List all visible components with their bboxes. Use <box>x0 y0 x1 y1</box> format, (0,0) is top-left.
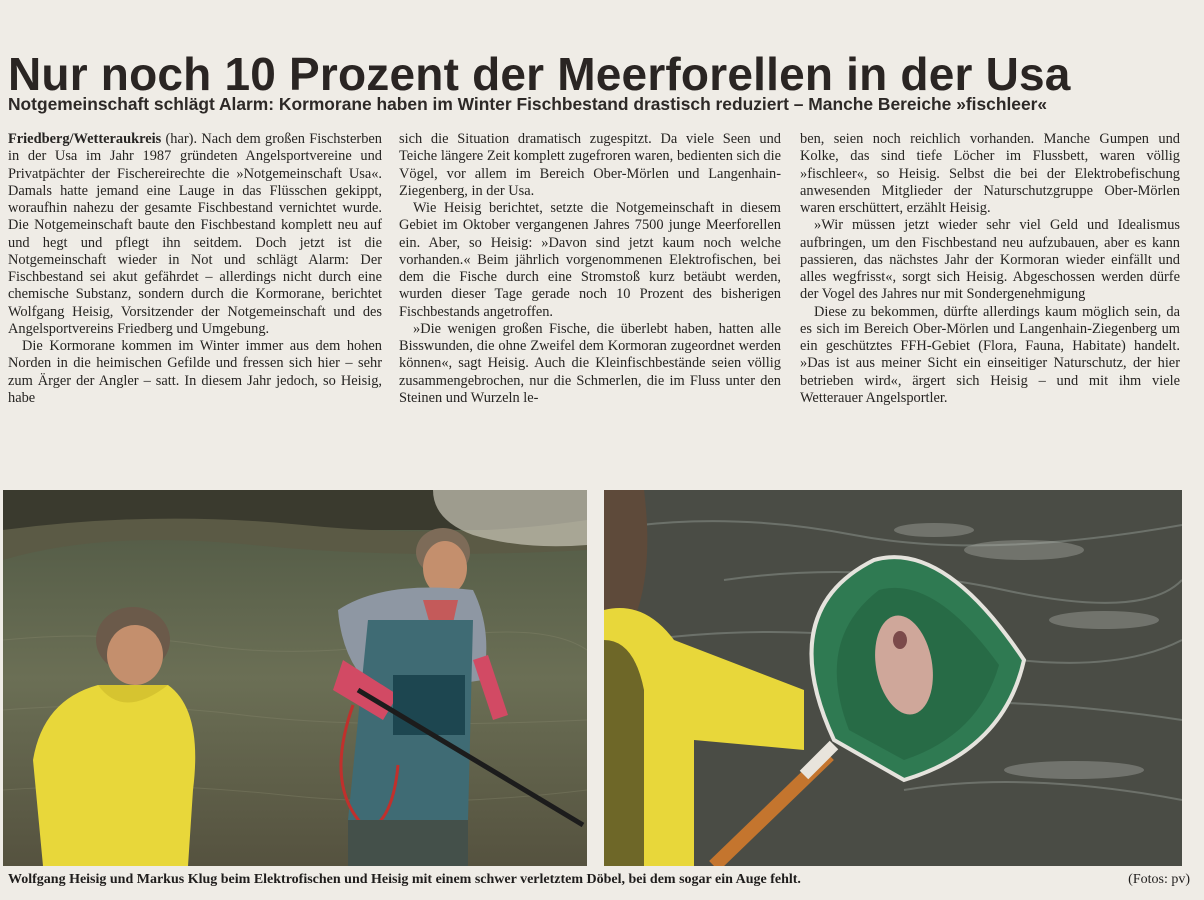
article-column-3 <box>800 131 1180 477</box>
photo-credit: (Fotos: pv) <box>1128 872 1190 887</box>
article-paragraph-2-start: Die Kormorane kommen im Winter immer aus dem hohen Norden in die heimischen Gefilde und fressen sich hier – sehr zum Ärger der Angler – satt. In diesem Jahr jedoch, so Heisig, habe <box>8 338 382 406</box>
article-column-2 <box>399 131 781 477</box>
paragraph-1-text: (har). Nach dem großen Fischsterben in der Usa im Jahr 1987 gründeten Angelsportvereine und Privatpächter der Fischereirechte die »Notgemeinschaft Usa«. Damals hatte jemand eine Lauge in das Flüsschen gekippt, woraufhin nahezu der gesamte Fischbestand vernichtet wurde. Die Notgemeinschaft baute den Fischbestand komplett neu auf und hegt und pflegt ihn seitdem. Doch jetzt ist die Notgemeinschaft wieder in Not und schlägt Alarm: Der Fischbestand sei akut gefährdet – allerdings nicht durch eine chemische Substanz, sondern durch die Kormorane, berichtet Wolfgang Heisig, Vorsitzender der Notgemeinschaft und des Angelsportvereins Friedberg und Umgebung. <box>8 131 382 337</box>
article-paragraph-5: »Wir müssen jetzt wieder sehr viel Geld und Idealismus aufbringen, um den Fischbestand neu aufzubauen, aber es kann passieren, das nächstes Jahr der Kormoran wieder einfällt und alles wegfrisst«, sorgt sich Heisig. Abgeschossen werden dürfe der Vogel des Jahres nur mit Sondergenehmigung <box>800 217 1180 303</box>
photo-caption: Wolfgang Heisig und Markus Klug beim Elektrofischen und Heisig mit einem schwer verletztem Döbel, bei dem sogar ein Auge fehlt. <box>8 872 801 887</box>
subheadline: Notgemeinschaft schlägt Alarm: Kormorane haben im Winter Fischbestand drastisch reduziert – Manche Bereiche »fischleer« <box>8 94 1048 114</box>
article-paragraph-4-start: »Die wenigen großen Fische, die überlebt haben, hatten alle Bisswunden, die ohne Zweifel dem Kormoran zugeordnet werden können«, sagt Heisig. Auch die Kleinfischbestände seien völlig zusammengebrochen, nur die Schmerlen, die im Fluss unter den Steinen und Wurzeln le- <box>399 320 781 406</box>
photo-net-with-fish <box>604 490 1182 866</box>
photo-electrofishing <box>3 490 587 866</box>
photo-net-illustration <box>604 490 1182 866</box>
article-paragraph-2-end: sich die Situation dramatisch zugespitzt. Da viele Seen und Teiche längere Zeit komplett zugefroren waren, bedienten sich die Vögel, vor allem im Bereich Ober-Mörlen und Langenhain-Ziegenberg, in der Usa. <box>399 131 781 199</box>
article-paragraph-1 <box>8 131 382 338</box>
article-paragraph-4-end: ben, seien noch reichlich vorhanden. Manche Gumpen und Kolke, das sind tiefe Löcher im Flussbett, waren völlig »fischleer«, so Heisig. Selbst die bei der Elektrobefischung anwesenden Mitglieder der Naturschutzgruppe Ober-Mörlen waren erschüttert, erzählt Heisig. <box>800 131 1180 216</box>
photo-electrofishing-illustration <box>3 490 587 866</box>
dateline: Friedberg/Wetteraukreis <box>8 131 162 147</box>
article-paragraph-6: Diese zu bekommen, dürfte allerdings kaum möglich sein, da es sich im Bereich Ober-Mörlen und Langenhain-Ziegenberg um ein geschütztes FFH-Gebiet (Flora, Fauna, Habitate) handelt. »Das ist aus meiner Sicht ein einseitiger Naturschutz, der hier betrieben wird«, ärgert sich Heisig – und mit ihm viele Wetterauer Angelsportler. <box>800 303 1180 406</box>
article-paragraph-3: Wie Heisig berichtet, setzte die Notgemeinschaft in diesem Gebiet im Oktober vergangenen Jahres 7500 junge Meerforellen ein. Aber, so Heisig: »Davon sind jetzt kaum noch welche vorhanden.« Beim jährlich vorgenommenen Elektrofischen, bei dem die Fische durch eine Stromstoß kurz betäubt werden, wurden dieser Tage gerade noch 10 Prozent des bisherigen Fischbestands angetroffen. <box>399 200 781 320</box>
headline: Nur noch 10 Prozent der Meerforellen in der Usa <box>8 47 1071 100</box>
article-column-1 <box>8 131 382 477</box>
